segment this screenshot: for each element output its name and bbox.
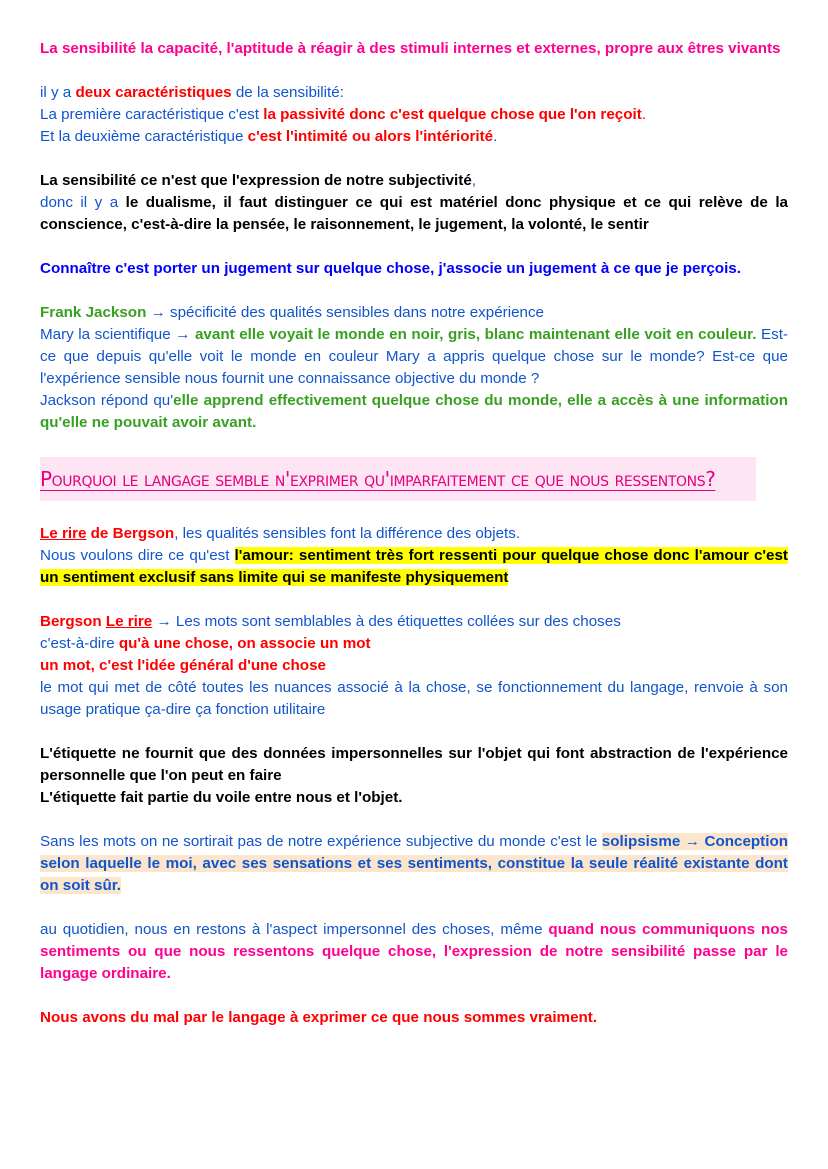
word-association-line: c'est-à-dire qu'à une chose, on associe un mot	[40, 635, 371, 652]
characteristics-paragraph	[40, 82, 788, 148]
words-labels-paragraph	[40, 611, 788, 721]
frank-jackson-name: Frank Jackson	[40, 304, 147, 321]
intimacy-emphasis: c'est l'intimité ou alors l'intériorité	[247, 128, 494, 145]
le-rire-title-2: Le rire	[105, 613, 153, 630]
knowing-paragraph: Connaître c'est porter un jugement sur quelque chose, j'associe un jugement à ce que je perçois.	[40, 260, 741, 277]
second-characteristic-line: Et la deuxième caractéristique c'est l'intimité ou alors l'intériorité.	[40, 128, 498, 145]
solipsism-paragraph: Sans les mots on ne sortirait pas de notre expérience subjective du monde c'est le solipsisme → Conception selon laquelle le moi, avec ses sensations et ses sentiments, constitue la seule réalité existante dont on soit sûr.	[40, 833, 788, 894]
section-heading: Pourquoi le langage semble n'exprimer qu'imparfaitement ce que nous ressentons?	[40, 457, 756, 501]
solipsism-highlight: solipsisme → Conception selon laquelle le moi, avec ses sensations et ses sentiments, constitue la seule réalité existante dont on soit sûr.	[40, 833, 788, 894]
passivity-emphasis: la passivité donc c'est quelque chose que l'on reçoit	[263, 106, 642, 123]
subjectivity-line: La sensibilité ce n'est que l'expression de notre subjectivité,	[40, 172, 477, 189]
labels-line: Bergson Le rire → Les mots sont semblables à des étiquettes collées sur des choses	[40, 613, 621, 630]
conclusion-paragraph: Nous avons du mal par le langage à exprimer ce que nous sommes vraiment.	[40, 1009, 598, 1026]
document-content	[40, 38, 788, 1029]
mary-scientist-text: Mary la scientifique → avant elle voyait le monde en noir, gris, blanc maintenant elle voit en couleur. Est-ce que depuis qu'elle voit le monde en couleur Mary a appris quelque chose sur le monde? Est-ce que l'expérience sensible nous fournit une connaissance objective du monde ?	[40, 326, 788, 387]
bergson-laughter-paragraph	[40, 523, 788, 589]
characteristics-intro-line: il y a deux caractéristiques de la sensibilité:	[40, 84, 344, 101]
dualism-line: donc il y a le dualisme, il faut distinguer ce qui est matériel donc physique et ce qui relève de la conscience, c'est-à-dire la pensée, le raisonnement, le jugement, la volonté, le sentir	[40, 194, 788, 233]
le-rire-title: Le rire	[40, 525, 87, 542]
le-rire-line: Le rire de Bergson, les qualités sensibles font la différence des objets.	[40, 525, 521, 542]
love-definition-highlight: l'amour: sentiment très fort ressenti pour quelque chose donc l'amour c'est un sentiment exclusif sans limite qui se manifeste physiquement	[40, 547, 788, 586]
label-impersonal-paragraph: L'étiquette ne fournit que des données impersonnelles sur l'objet qui font abstraction de l'expérience personnelle que l'on peut en faire L'étiquette fait partie du voile entre nous et l'objet.	[40, 745, 788, 806]
subjectivity-paragraph	[40, 170, 788, 236]
definition-paragraph	[40, 38, 788, 60]
jackson-title-line: Frank Jackson → spécificité des qualités sensibles dans notre expérience	[40, 304, 545, 321]
dualism-emphasis: le dualisme, il faut distinguer ce qui est matériel donc physique et ce qui relève de la conscience, c'est-à-dire la pensée, le raisonnement, le jugement, la volonté, le sentir	[40, 194, 788, 233]
sensibility-definition: La sensibilité la capacité, l'aptitude à réagir à des stimuli internes et externes, propre aux êtres vivants	[40, 40, 781, 57]
everyday-language-paragraph: au quotidien, nous en restons à l'aspect impersonnel des choses, même quand nous communiquons nos sentiments ou que nous ressentons quelque chose, l'expression de notre sensibilité passe par le langage ordinaire.	[40, 921, 788, 982]
love-definition-text: Nous voulons dire ce qu'est l'amour: sentiment très fort ressenti pour quelque chose donc l'amour c'est un sentiment exclusif sans limite qui se manifeste physiquement	[40, 547, 788, 586]
first-characteristic-line: La première caractéristique c'est la passivité donc c'est quelque chose que l'on reçoit.	[40, 106, 647, 123]
general-idea-line: un mot, c'est l'idée général d'une chose	[40, 657, 326, 674]
two-characteristics-emphasis: deux caractéristiques	[75, 84, 232, 101]
frank-jackson-paragraph	[40, 302, 788, 434]
jackson-answer-text: Jackson répond qu'elle apprend effectivement quelque chose du monde, elle a accès à une information qu'elle ne pouvait avoir avant.	[40, 392, 788, 431]
practical-use-text: le mot qui met de côté toutes les nuances associé à la chose, se fonctionnement du langage, renvoie à son usage pratique ça-dire ça fonction utilitaire	[40, 679, 788, 718]
